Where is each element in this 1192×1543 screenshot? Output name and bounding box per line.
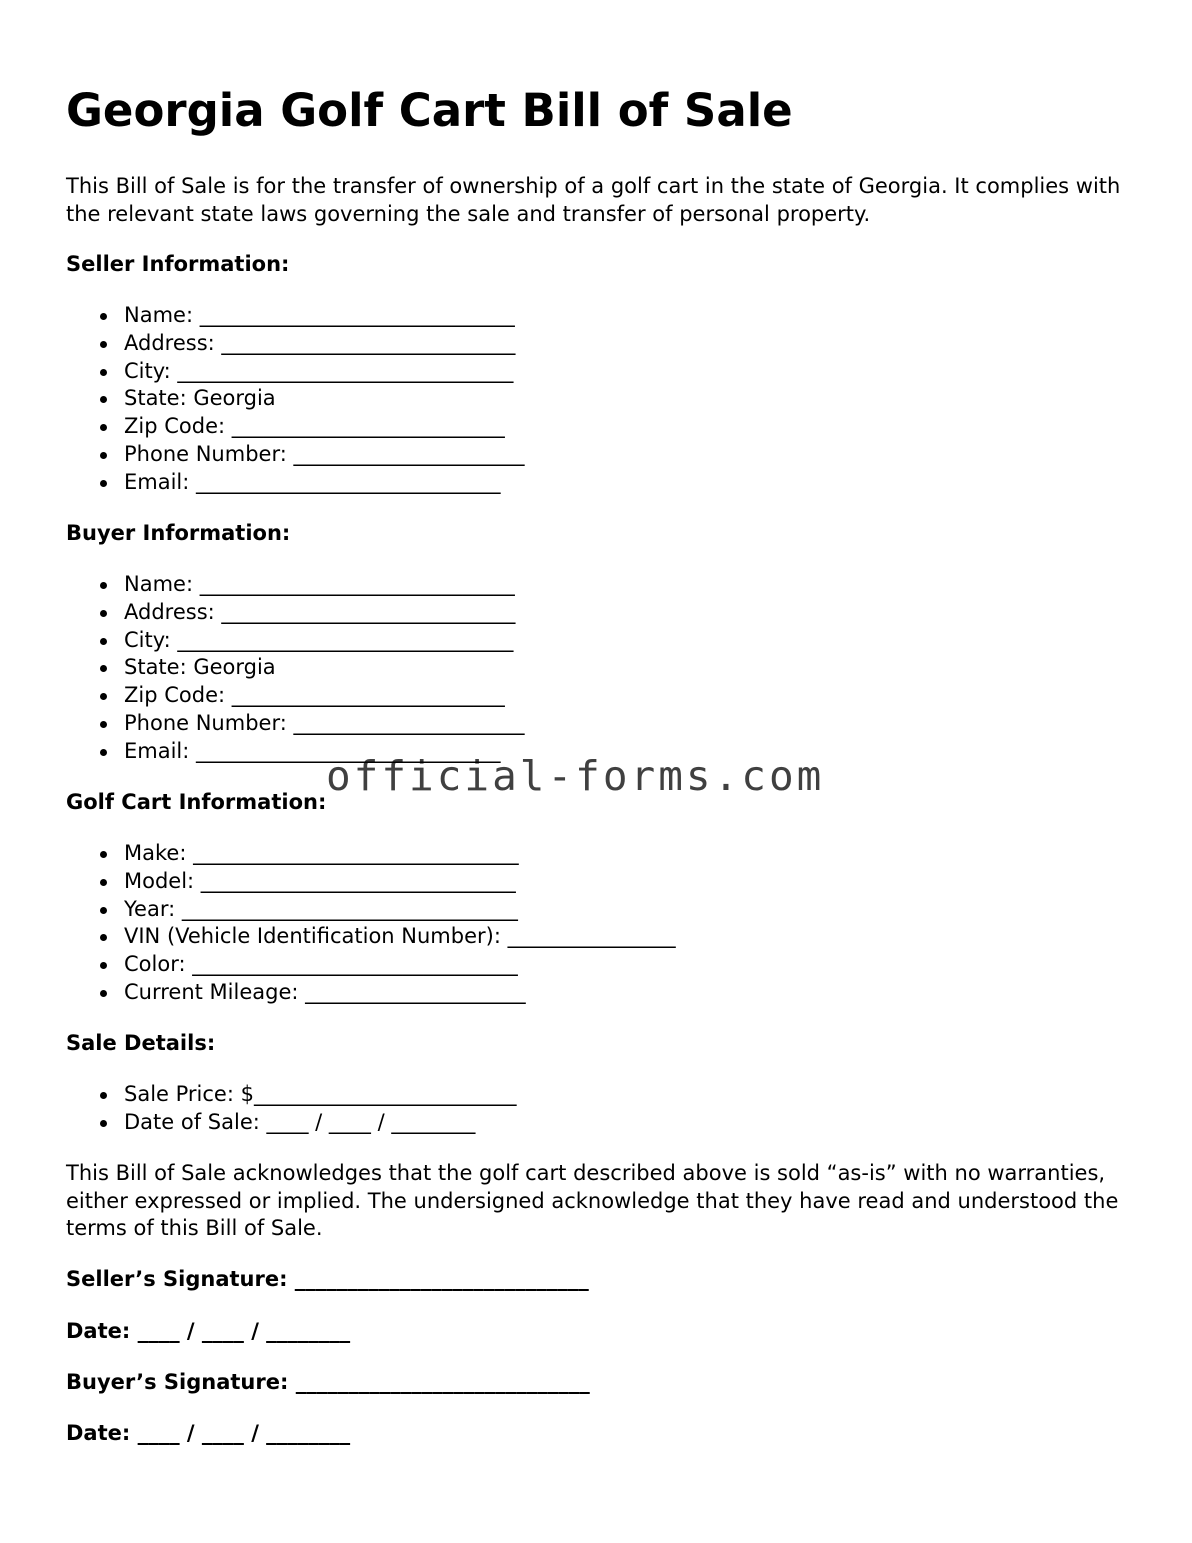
- sale-fields-list: [66, 1081, 516, 1137]
- seller-city-field: City: ________________________________: [66, 358, 524, 386]
- seller-zip-field: Zip Code: __________________________: [66, 413, 524, 441]
- seller-email-field: Email: _____________________________: [66, 469, 524, 497]
- seller-date-line: Date: ____ / ____ / ________: [66, 1319, 351, 1343]
- seller-state-field: State: Georgia: [66, 385, 524, 413]
- cart-vin-field: VIN (Vehicle Identification Number): ________________: [66, 923, 676, 951]
- seller-phone-field: Phone Number: ______________________: [66, 441, 524, 469]
- buyer-signature-line: Buyer’s Signature: ____________________________: [66, 1370, 590, 1394]
- cart-model-field: Model: ______________________________: [66, 868, 676, 896]
- sale-details-heading: Sale Details:: [66, 1031, 216, 1055]
- buyer-state-field: State: Georgia: [66, 654, 524, 682]
- seller-heading: Seller Information:: [66, 252, 290, 276]
- watermark-text: official-forms.com: [326, 752, 825, 800]
- buyer-address-field: Address: ____________________________: [66, 599, 524, 627]
- cart-mileage-field: Current Mileage: _____________________: [66, 979, 676, 1007]
- golf-cart-heading: Golf Cart Information:: [66, 790, 327, 814]
- page-title: Georgia Golf Cart Bill of Sale: [66, 84, 793, 137]
- seller-name-field: Name: ______________________________: [66, 302, 524, 330]
- cart-year-field: Year: ________________________________: [66, 896, 676, 924]
- sale-price-field: Sale Price: $_________________________: [66, 1081, 516, 1109]
- buyer-fields-list: [66, 571, 524, 766]
- buyer-city-field: City: ________________________________: [66, 627, 524, 655]
- closing-paragraph: This Bill of Sale acknowledges that the golf cart described above is sold “as-is” with no warranties, either expressed or implied. The undersigned acknowledge that they have read and understood the terms of this Bill of Sale.: [66, 1161, 1119, 1240]
- buyer-phone-field: Phone Number: ______________________: [66, 710, 524, 738]
- buyer-zip-field: Zip Code: __________________________: [66, 682, 524, 710]
- buyer-email-field: Email: _____________________________: [66, 738, 524, 766]
- seller-address-field: Address: ____________________________: [66, 330, 524, 358]
- seller-signature-line: Seller’s Signature: ____________________________: [66, 1267, 589, 1291]
- intro-paragraph: This Bill of Sale is for the transfer of ownership of a golf cart in the state of Georgia. It complies with the relevant state laws governing the sale and transfer of personal property.: [66, 174, 1121, 226]
- buyer-name-field: Name: ______________________________: [66, 571, 524, 599]
- golf-cart-fields-list: [66, 840, 676, 1007]
- buyer-heading: Buyer Information:: [66, 521, 291, 545]
- buyer-date-line: Date: ____ / ____ / ________: [66, 1421, 351, 1445]
- sale-date-field: Date of Sale: ____ / ____ / ________: [66, 1109, 516, 1137]
- cart-color-field: Color: _______________________________: [66, 951, 676, 979]
- cart-make-field: Make: _______________________________: [66, 840, 676, 868]
- seller-fields-list: [66, 302, 524, 497]
